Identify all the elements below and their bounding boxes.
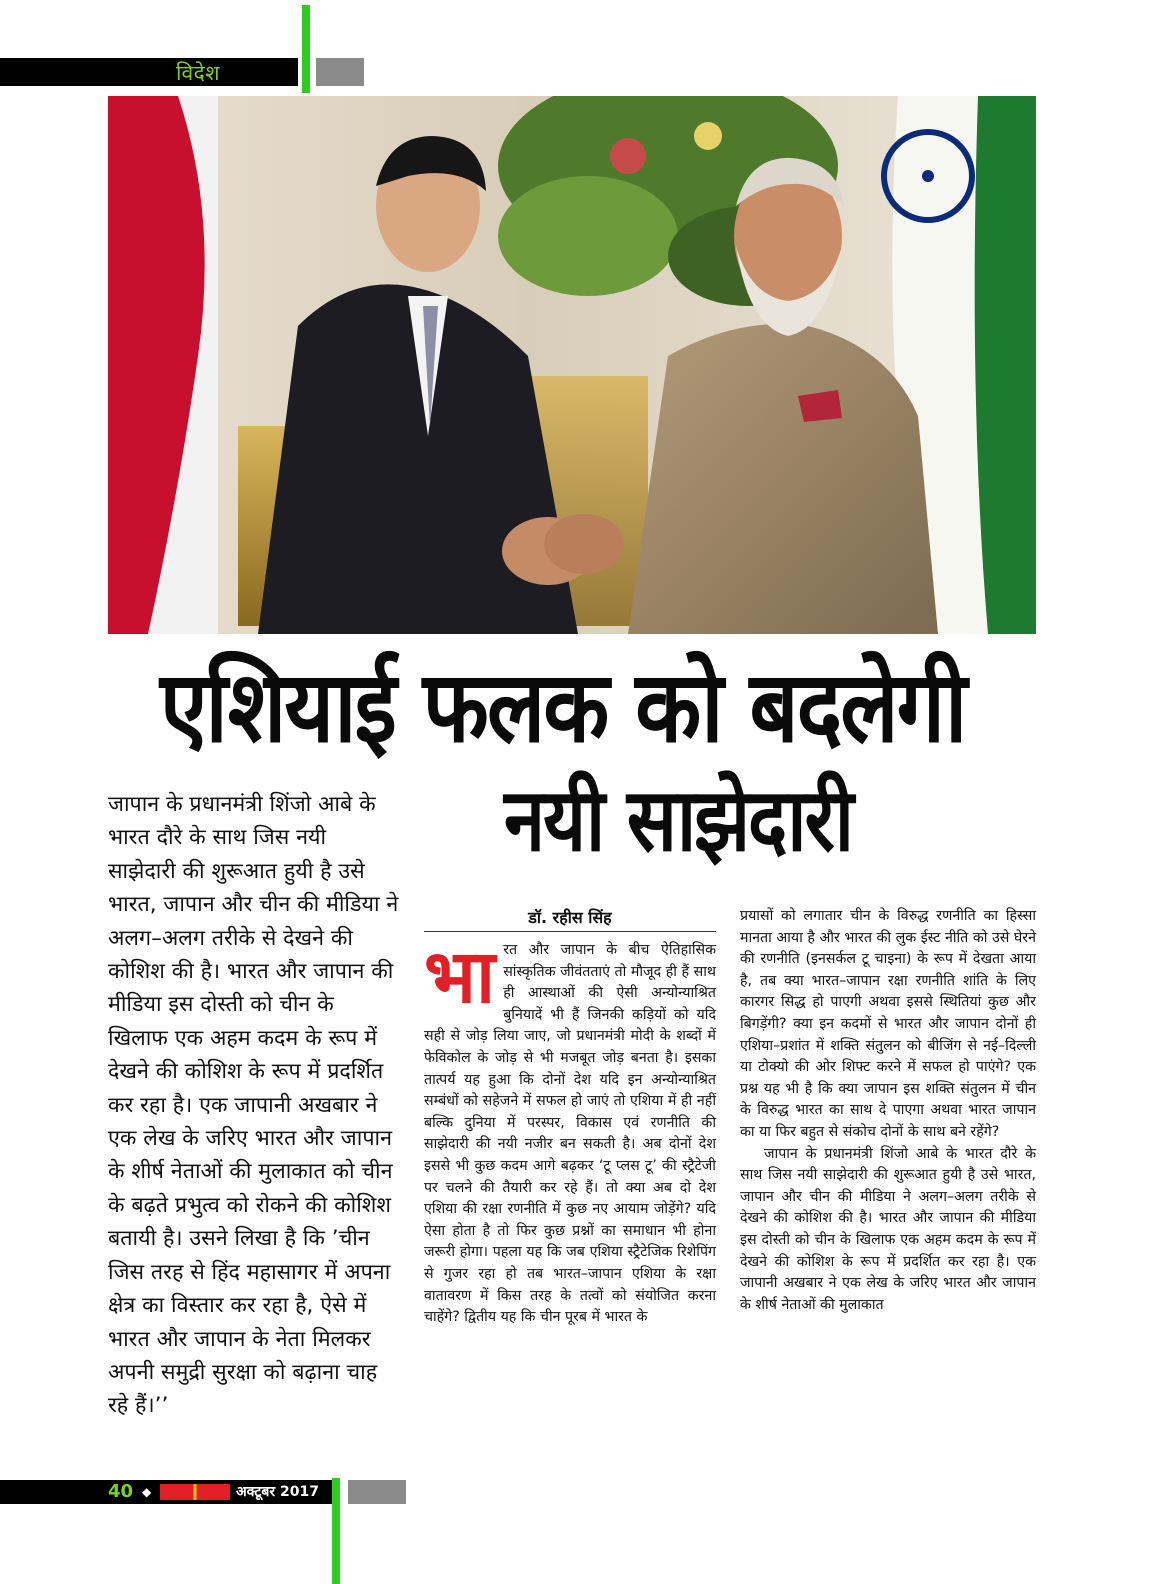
article-paragraph: प्रयासों को लगातार चीन के विरुद्ध रणनीति का हिस्सा मानता आया है और भारत की लुक ईस्ट नीति को उसे घेरने की रणनीति (इनसर्कल टू चाइना) के रूप में देखता आया है, तब क्या भारत–जापान रक्षा रणनीति शांति के लिए कारगर सिद्ध हो पाएगी अथवा इससे स्थितियां कुछ और बिगड़ेंगी? क्या इन कदमों से भारत और जापान दोनों ही एशिया–प्रशांत में शक्ति संतुलन को बीजिंग से नई–दिल्ली या टोक्यो की ओर शिफ्ट करने में सफल हो पाएंगे? एक प्रश्न यह भी है कि क्या जापान इस शक्ति संतुलन में चीन के विरुद्ध भारत का साथ दे पाएगा अथवा भारत जापान का या फिर बहुत से संकोच दोनों के साथ बने रहेंगे?: [740, 908, 1036, 1140]
lead-paragraph: जापान के प्रधानमंत्री शिंजो आबे के भारत दौरे के साथ जिस नयी साझेदारी की शुरूआत हुयी है उसे भारत, जापान और चीन की मीडिया ने अलग–अलग तरीके से देखने की कोशिश की है। भारत और जापान की मीडिया इस दोस्ती को चीन के खिलाफ एक अहम कदम के रूप में देखने की कोशिश के रूप में प्रदर्शित कर रहा है। एक जापानी अखबार ने एक लेख के जरिए भारत और जापान के शीर्ष नेताओं की मुलाकात को चीन के बढ़ते प्रभुत्व को रोकने की कोशिश बतायी है। उसने लिखा है कि ’चीन जिस तरह से हिंद महासागर में अपना क्षेत्र का विस्तार कर रहा है, ऐसे में भारत और जापान के नेता मिलकर अपनी समुद्री सुरक्षा को बढ़ाना चाह रहे हैं।’’: [108, 792, 399, 1419]
diamond-icon: ◆: [142, 1485, 152, 1499]
headline-line-2: नयी साझेदारी: [504, 769, 852, 872]
accent-line-bottom: [332, 1478, 340, 1584]
section-label: विदेश: [176, 61, 221, 85]
headline-line-1: एशियाई फलक को बदलेगी: [160, 649, 966, 765]
section-header-bar: [0, 58, 298, 86]
footer-gray-block: [348, 1480, 406, 1504]
article-column-middle: [424, 934, 716, 1329]
accent-line-top: [302, 5, 310, 93]
dropcap: भा: [424, 934, 496, 1020]
article-column-right: [740, 906, 1036, 1316]
article-paragraph: जापान के प्रधानमंत्री शिंजो आबे के भारत दौरे के साथ जिस नयी साझेदारी की शुरूआत हुयी है उसे भारत, जापान और चीन की मीडिया ने अलग–अलग तरीके से देखने की कोशिश की है। भारत और जापान की मीडिया इस दोस्ती को चीन के खिलाफ एक अहम कदम के रूप में देखने की कोशिश के रूप में प्रदर्शित कर रहा है। एक जापानी अखबार ने एक लेख के जरिए भारत और जापान के शीर्ष नेताओं की मुलाकात: [740, 1145, 1036, 1313]
page-number: 40: [108, 1481, 134, 1502]
byline: डॉ. रहीस सिंह: [528, 908, 612, 927]
article-text: रत और जापान के बीच ऐतिहासिक सांस्कृतिक जीवंतताएं तो मौजूद ही हैं साथ ही आस्थाओं की ऐसी अन्योन्याश्रित बुनियादें भी हैं जिनकी कड़ियों को यदि सही से जोड़ लिया जाए, जो प्रधानमंत्री मोदी के शब्दों में फेविकोल के जोड़ से भी मजबूत जोड़ बनता है। इसका तात्पर्य यह हुआ कि दोनों देश यदि इन अन्योन्याश्रित सम्बंधों को सहेजने में सफल हो जाएं तो एशिया में ही नहीं बल्कि दुनिया में परस्पर, विकास एवं रणनीति की साझेदारी की नयी नजीर बन सकती है। अब दोनों देश इससे भी कुछ कदम आगे बढ़कर ‘टू प्लस टू’ की स्ट्रैटेजी पर चलने की तैयारी कर रहे हैं। तो क्या अब दो देश एशिया की रक्षा रणनीति में कुछ नए आयाम जोड़ेंगे? यदि ऐसा होता है तो फिर कुछ प्रश्नों का समाधान भी होना जरूरी होगा। पहला यह कि जब एशिया स्ट्रैटेजिक रिशेपिंग से गुजर रहा हो तब भारत–जापान एशिया के रक्षा वातावरण में किस तरह के तत्वों को संयोजित करना चाहेंगे? द्वितीय यह कि चीन पूरब में भारत के: [424, 942, 716, 1326]
magazine-logo: [160, 1484, 230, 1500]
article-paragraph: [424, 934, 716, 1329]
byline-divider: [424, 931, 716, 932]
header-gray-block: [316, 58, 364, 86]
issue-date: अक्टूबर 2017: [236, 1484, 319, 1500]
lead-photo: [108, 96, 1036, 634]
